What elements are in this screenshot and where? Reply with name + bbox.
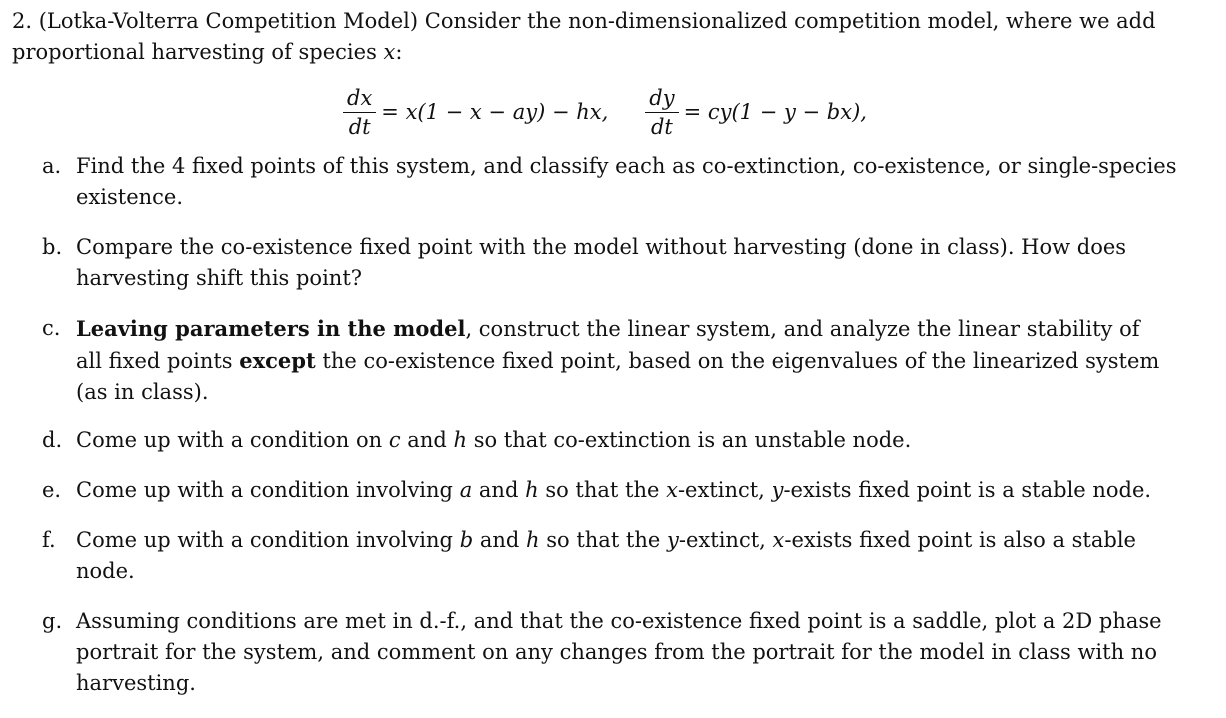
- equation-x-rhs: = x(1 − x − ay) − hx,: [381, 100, 609, 124]
- text-segment: so that co-extinction is an unstable node.: [473, 428, 912, 452]
- question-d: [42, 425, 911, 456]
- dt-denominator: dt: [650, 114, 673, 139]
- question-label: a.: [42, 154, 62, 178]
- question-label: e.: [42, 478, 62, 502]
- text-segment: and: [407, 428, 447, 452]
- question-text: [76, 425, 911, 456]
- problem-number: 2.: [12, 9, 33, 33]
- question-b-line-1: Compare the co-existence fixed point with the model without harvesting (done in class). How does: [76, 235, 1127, 259]
- bold-phrase: Leaving parameters in the model: [76, 316, 466, 341]
- math-variable: a: [459, 478, 473, 502]
- math-variable: x: [772, 528, 785, 552]
- text-segment: -exists fixed point is a stable node.: [783, 478, 1152, 502]
- question-label: b.: [42, 235, 63, 259]
- text-segment: so that the: [545, 478, 660, 502]
- dx-numerator: dx: [347, 85, 373, 110]
- text-segment: and: [478, 478, 519, 502]
- question-g-line-1: Assuming conditions are met in d.-f., and that the co-existence fixed point is a saddle, plot a 2D phase: [76, 609, 1162, 633]
- question-f: [42, 525, 1136, 587]
- intro-line-2: [12, 37, 1202, 68]
- question-c-line-2: [76, 345, 1159, 377]
- question-b-line-2: harvesting shift this point?: [76, 266, 363, 290]
- text-segment: -extinct,: [678, 528, 766, 552]
- math-variable: y: [667, 528, 679, 552]
- dt-denominator: dt: [348, 114, 371, 139]
- dy-numerator: dy: [649, 85, 675, 110]
- text-segment: so that the: [546, 528, 661, 552]
- dx-dt-fraction: [343, 86, 376, 139]
- problem-intro: [12, 6, 1202, 68]
- math-variable: h: [525, 478, 539, 502]
- question-a-line-2: existence.: [76, 185, 184, 209]
- math-variable: y: [771, 478, 784, 502]
- math-variable: x: [666, 478, 678, 502]
- text-segment: -extinct,: [677, 478, 765, 502]
- intro-variable: x: [383, 40, 396, 64]
- question-d-line-1: [76, 425, 911, 456]
- text-segment: -exists fixed point is also a stable: [784, 528, 1136, 552]
- question-text: [76, 606, 1162, 699]
- question-text: [76, 475, 1151, 506]
- question-f-line-2: node.: [76, 559, 135, 583]
- question-f-line-1: [76, 525, 1136, 556]
- math-variable: b: [459, 528, 474, 552]
- question-g-line-3: harvesting.: [76, 671, 196, 695]
- question-g-line-2: portrait for the system, and comment on any changes from the portrait for the model in class with no: [76, 640, 1157, 664]
- question-c-line-2-pre: all fixed points: [76, 349, 233, 373]
- question-a-line-1: Find the 4 fixed points of this system, and classify each as co-extinction, co-existence, or single-species: [76, 154, 1177, 178]
- text-segment: Come up with a condition involving: [76, 528, 453, 552]
- question-b: [42, 232, 1126, 294]
- question-text: [76, 313, 1159, 408]
- dy-dt-fraction: [645, 86, 678, 139]
- intro-line-1: [12, 6, 1202, 37]
- intro-text-1: Consider the non-dimensionalized competition model, where we add: [424, 9, 1156, 33]
- question-label: c.: [42, 316, 61, 340]
- question-c-line-2-post: the co-existence fixed point, based on the eigenvalues of the linearized system: [322, 349, 1160, 373]
- question-e: [42, 475, 1151, 506]
- question-label: f.: [42, 528, 56, 552]
- question-c: [42, 313, 1159, 408]
- bold-except: except: [239, 348, 316, 373]
- question-label: d.: [42, 428, 63, 452]
- question-c-line-3: (as in class).: [76, 380, 209, 404]
- question-text: [76, 151, 1177, 213]
- question-g: [42, 606, 1162, 699]
- equation-y-rhs: = cy(1 − y − bx),: [683, 100, 867, 124]
- question-a: [42, 151, 1177, 213]
- math-variable: h: [526, 528, 540, 552]
- question-e-line-1: [76, 475, 1151, 506]
- intro-text-2: proportional harvesting of species: [12, 40, 377, 64]
- question-text: [76, 525, 1136, 587]
- question-text: [76, 232, 1126, 294]
- problem-title: (Lotka-Volterra Competition Model): [38, 9, 419, 33]
- question-label: g.: [42, 609, 63, 633]
- text-segment: Come up with a condition involving: [76, 478, 453, 502]
- intro-colon: :: [395, 40, 403, 64]
- question-c-line-1-rest: , construct the linear system, and analyze the linear stability of: [465, 317, 1140, 341]
- math-variable: h: [453, 428, 468, 452]
- question-c-line-1: [76, 313, 1159, 345]
- model-equations: [338, 80, 867, 144]
- text-segment: and: [479, 528, 520, 552]
- math-variable: c: [388, 428, 401, 452]
- text-segment: Come up with a condition on: [76, 428, 383, 452]
